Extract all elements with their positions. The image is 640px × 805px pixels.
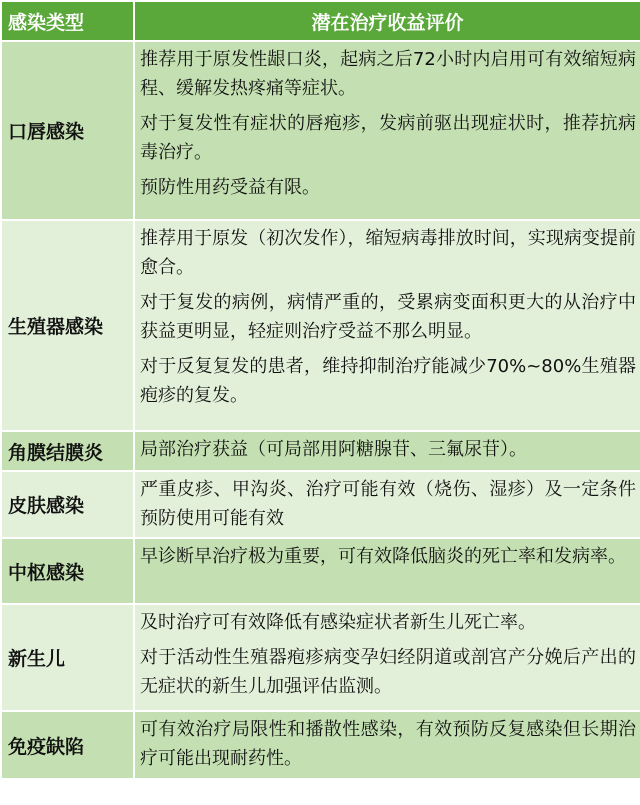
infection-type-cell: 新生儿 <box>1 604 134 711</box>
benefit-paragraph: 对于复发的病例，病情严重的，受累病变面积更大的从治疗中获益更明显，轻症则治疗受益不那么明显。 <box>140 292 636 342</box>
benefit-paragraph: 及时治疗可有效降低有感染症状者新生儿死亡率。 <box>140 612 536 633</box>
benefit-cell <box>134 471 640 538</box>
benefit-paragraph: 对于复发性有症状的唇疱疹，发病前驱出现症状时，推荐抗病毒治疗。 <box>140 113 636 163</box>
header-infection-type: 感染类型 <box>1 1 134 41</box>
benefit-paragraph: 可有效治疗局限性和播散性感染，有效预防反复感染但长期治疗可能出现耐药性。 <box>140 719 636 769</box>
table-header-row <box>1 1 640 41</box>
benefit-cell <box>134 711 640 779</box>
benefit-paragraph: 推荐用于原发性龈口炎，起病之后72小时内启用可有效缩短病程、缓解发热疼痛等症状。 <box>140 49 636 99</box>
benefit-paragraph: 早诊断早治疗极为重要，可有效降低脑炎的死亡率和发病率。 <box>140 546 626 567</box>
infection-type-cell: 免疫缺陷 <box>1 711 134 779</box>
table-row <box>1 711 640 779</box>
table-row <box>1 431 640 471</box>
benefit-paragraph: 对于活动性生殖器疱疹病变孕妇经阴道或剖宫产分娩后产出的无症状的新生儿加强评估监测。 <box>140 647 636 697</box>
benefit-paragraph: 局部治疗获益（可局部用阿糖腺苷、三氟尿苷）。 <box>140 439 527 460</box>
table-row <box>1 538 640 604</box>
benefit-cell <box>134 41 640 220</box>
infection-type-cell: 角膜结膜炎 <box>1 431 134 471</box>
benefit-cell <box>134 538 640 604</box>
benefit-paragraph: 对于反复复发的患者，维持抑制治疗能减少70%~80%生殖器疱疹的复发。 <box>140 356 636 406</box>
table-row <box>1 41 640 220</box>
header-treatment-benefit: 潜在治疗收益评价 <box>134 1 640 41</box>
benefit-paragraph: 推荐用于原发（初次发作），缩短病毒排放时间，实现病变提前愈合。 <box>140 228 636 278</box>
benefit-paragraph: 严重皮疹、甲沟炎、治疗可能有效（烧伤、湿疹）及一定条件预防使用可能有效 <box>140 479 636 529</box>
benefit-cell <box>134 220 640 431</box>
benefit-cell <box>134 431 640 471</box>
table-row <box>1 604 640 711</box>
benefit-cell <box>134 604 640 711</box>
infection-type-cell: 皮肤感染 <box>1 471 134 538</box>
benefit-paragraph: 预防性用药受益有限。 <box>140 177 320 198</box>
infection-type-cell: 生殖器感染 <box>1 220 134 431</box>
infection-type-cell: 口唇感染 <box>1 41 134 220</box>
table-row <box>1 220 640 431</box>
table-row <box>1 471 640 538</box>
infection-type-cell: 中枢感染 <box>1 538 134 604</box>
